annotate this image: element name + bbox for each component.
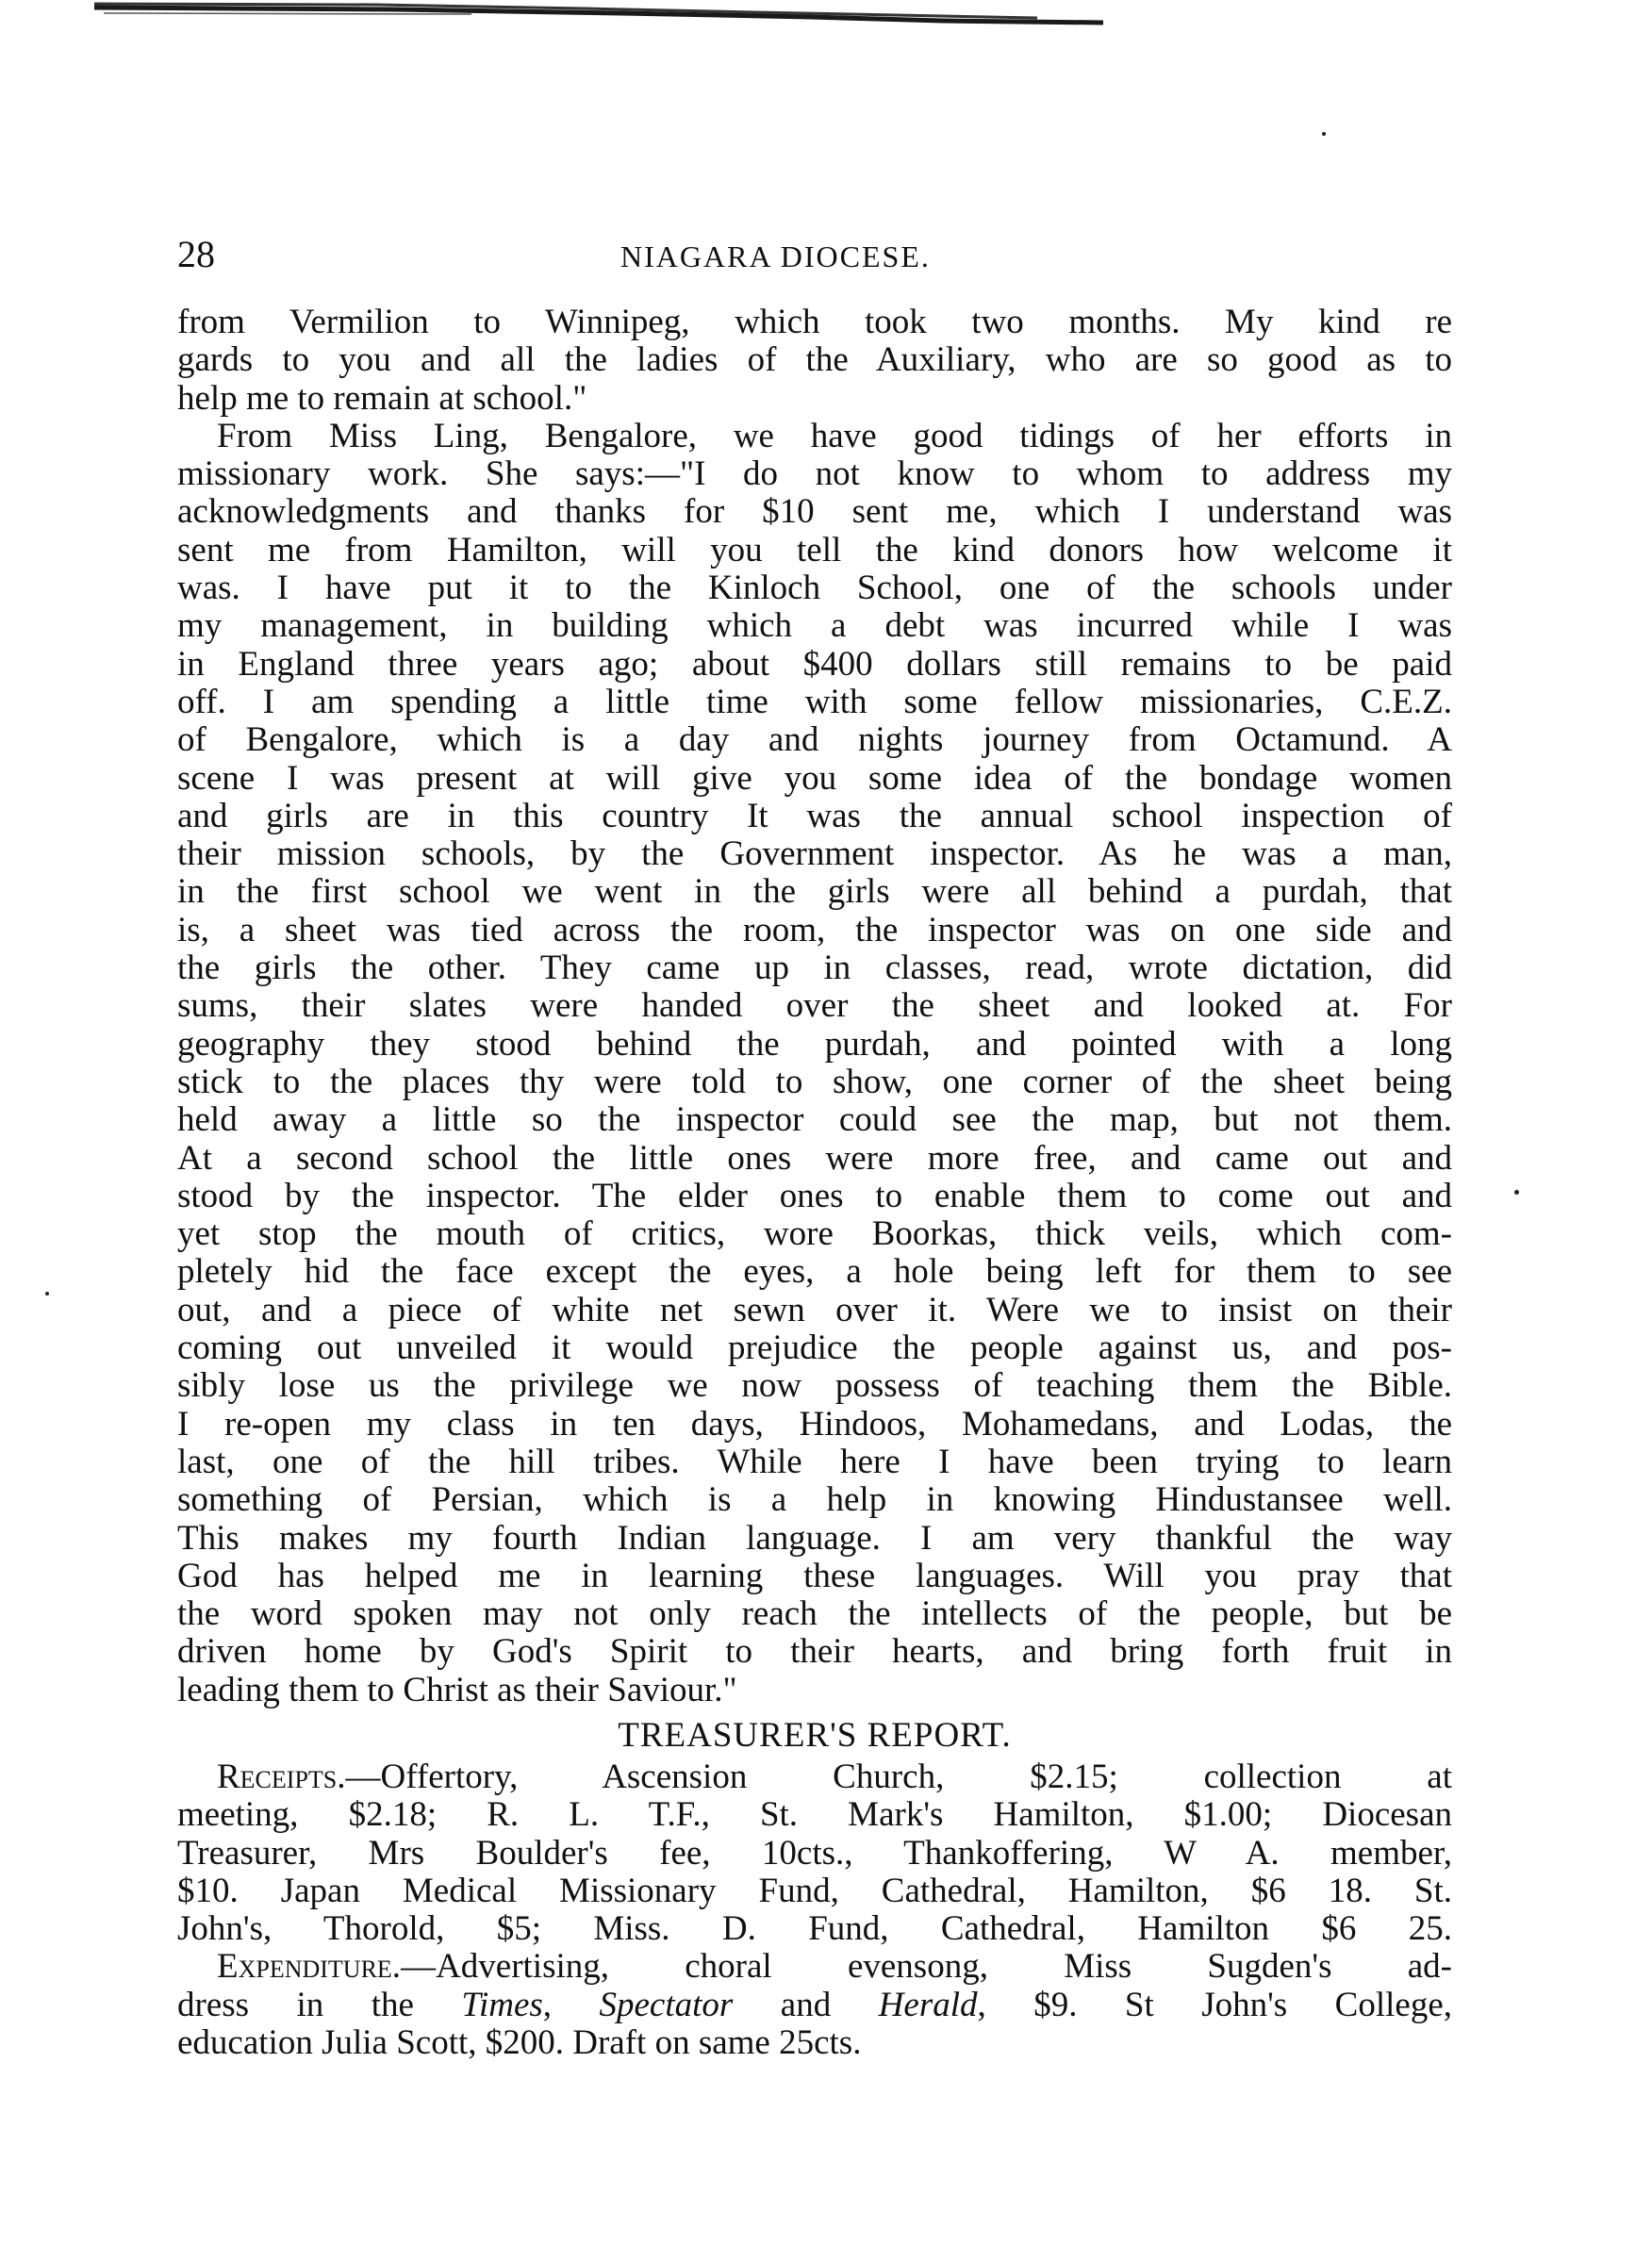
- body-line: acknowledgments and thanks for $10 sent me, which I understand was: [177, 492, 1452, 532]
- body-line: held away a little so the inspector could see the map, but not them.: [177, 1100, 1452, 1140]
- expenditure-text: —Advertising, choral evensong, Miss Sugden's ad-: [401, 1947, 1452, 1987]
- expenditure-text: dress in the: [177, 1985, 462, 2024]
- body-line: God has helped me in learning these languages. Will you pray that: [177, 1556, 1452, 1595]
- newspaper-title: Herald: [878, 1985, 978, 2024]
- expenditure-line: [177, 1987, 1452, 2024]
- body-line: sibly lose us the privilege we now possess of teaching them the Bible.: [177, 1366, 1452, 1406]
- body-line: in the first school we went in the girls were all behind a purdah, that: [177, 872, 1452, 912]
- receipts-line: meeting, $2.18; R. L. T.F., St. Mark's Hamilton, $1.00; Diocesan: [177, 1795, 1452, 1835]
- body-line: geography they stood behind the purdah, and pointed with a long: [177, 1024, 1452, 1064]
- body-line: help me to remain at school.": [177, 378, 587, 418]
- body-line: the girls the other. They came up in classes, read, wrote dictation, did: [177, 949, 1452, 988]
- expenditure-line: [177, 1948, 1452, 1986]
- body-line: stick to the places thy were told to show, one corner of the sheet being: [177, 1062, 1452, 1101]
- body-line: off. I am spending a little time with some fellow missionaries, C.E.Z.: [177, 682, 1452, 721]
- body-line: the word spoken may not only reach the intellects of the people, but be: [177, 1594, 1452, 1634]
- body-line: sent me from Hamilton, will you tell the kind donors how welcome it: [177, 530, 1452, 569]
- page-header: [177, 232, 1452, 277]
- receipts-line: John's, Thorold, $5; Miss. D. Fund, Cathedral, Hamilton $6 25.: [177, 1909, 1452, 1949]
- body-line: From Miss Ling, Bengalore, we have good tidings of her efforts in: [217, 416, 1452, 455]
- body-line: missionary work. She says:—"I do not know to whom to address my: [177, 454, 1452, 494]
- receipts-label: Receipts.: [217, 1757, 346, 1796]
- body-line: This makes my fourth Indian language. I am very thankful the way: [177, 1518, 1452, 1558]
- scan-edge-mark: [94, 2, 1103, 26]
- body-line: my management, in building which a debt was incurred while I was: [177, 606, 1452, 646]
- receipts-text: —Offertory, Ascension Church, $2.15; collection at: [345, 1757, 1452, 1796]
- body-line: stood by the inspector. The elder ones to enable them to come out and: [177, 1176, 1452, 1215]
- expenditure-text: , $9. St John's College,: [977, 1985, 1453, 2024]
- speck-mark: [1514, 1190, 1519, 1195]
- body-line: leading them to Christ as their Saviour.": [177, 1670, 737, 1709]
- expenditure-text: and: [733, 1985, 879, 2024]
- body-line: scene I was present at will give you some idea of the bondage women: [177, 758, 1452, 798]
- body-line: of Bengalore, which is a day and nights journey from Octamund. A: [177, 720, 1452, 760]
- receipts-line: Treasurer, Mrs Boulder's fee, 10cts., Thankoffering, W A. member,: [177, 1833, 1452, 1873]
- body-line: At a second school the little ones were more free, and came out and: [177, 1138, 1452, 1178]
- body-line: is, a sheet was tied across the room, the inspector was on one side and: [177, 910, 1452, 949]
- body-line: sums, their slates were handed over the sheet and looked at. For: [177, 986, 1452, 1026]
- speck-mark: [1322, 132, 1326, 136]
- body-line: out, and a piece of white net sewn over it. Were we to insist on their: [177, 1290, 1452, 1329]
- newspaper-title: Times: [461, 1985, 543, 2024]
- body-line: from Vermilion to Winnipeg, which took two months. My kind re: [177, 303, 1452, 341]
- body-line: I re-open my class in ten days, Hindoos, Mohamedans, and Lodas, the: [177, 1404, 1452, 1444]
- body-line: was. I have put it to the Kinloch School, one of the schools under: [177, 569, 1452, 608]
- document-body: [177, 304, 1452, 2062]
- body-line: gards to you and all the ladies of the Auxiliary, who are so good as to: [177, 340, 1452, 380]
- expenditure-label: Expenditure.: [217, 1947, 402, 1987]
- page-number: 28: [177, 233, 215, 275]
- running-title: NIAGARA DIOCESE.: [620, 239, 931, 273]
- expenditure-line: education Julia Scott, $200. Draft on same 25cts.: [177, 2023, 862, 2063]
- body-line: and girls are in this country It was the annual school inspection of: [177, 796, 1452, 835]
- body-line: driven home by God's Spirit to their hearts, and bring forth fruit in: [177, 1632, 1452, 1672]
- section-heading: TREASURER'S REPORT.: [618, 1715, 1012, 1755]
- body-line: pletely hid the face except the eyes, a hole being left for them to see: [177, 1252, 1452, 1292]
- newspaper-title: Spectator: [599, 1985, 734, 2024]
- body-line: coming out unveiled it would prejudice the people against us, and pos-: [177, 1329, 1452, 1368]
- body-line: in England three years ago; about $400 dollars still remains to be paid: [177, 644, 1452, 684]
- receipts-line: $10. Japan Medical Missionary Fund, Cathedral, Hamilton, $6 18. St.: [177, 1871, 1452, 1910]
- expenditure-text: ,: [542, 1985, 600, 2024]
- body-line: yet stop the mouth of critics, wore Boorkas, thick veils, which com-: [177, 1214, 1452, 1254]
- body-line: their mission schools, by the Government inspector. As he was a man,: [177, 834, 1452, 874]
- receipts-line: [177, 1758, 1452, 1796]
- speck-mark: [45, 1292, 49, 1296]
- body-line: something of Persian, which is a help in knowing Hindustansee well.: [177, 1480, 1452, 1520]
- body-line: last, one of the hill tribes. While here I have been trying to learn: [177, 1442, 1452, 1481]
